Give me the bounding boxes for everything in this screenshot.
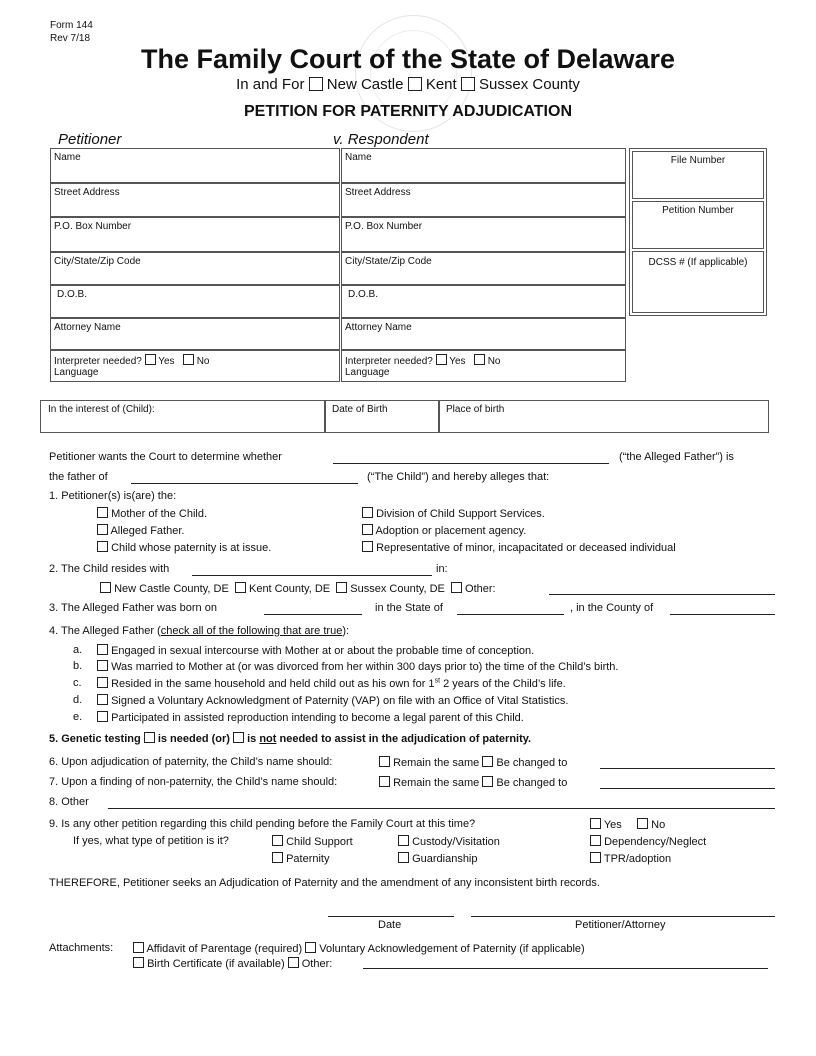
petition-title: PETITION FOR PATERNITY ADJUDICATION [243, 103, 572, 120]
court-title: The Family Court of the State of Delaware [140, 44, 676, 74]
dependency-checkbox[interactable] [590, 835, 601, 846]
sussex-checkbox[interactable] [461, 77, 475, 91]
alleged-father-checkbox[interactable] [97, 524, 108, 535]
item2-options [100, 582, 496, 595]
item4-option [97, 677, 566, 690]
item4d-checkbox[interactable] [97, 694, 108, 705]
respondent-name-field[interactable]: Name [341, 148, 626, 183]
child-resides-with-input[interactable] [192, 575, 432, 576]
birth-certificate-checkbox[interactable] [133, 957, 144, 968]
interpreter-label: Interpreter needed? [345, 356, 433, 367]
name-change-checkbox[interactable] [482, 756, 493, 767]
respondent-pobox-field[interactable]: P.O. Box Number [341, 217, 626, 252]
petitioner-interpreter-no-checkbox[interactable] [183, 354, 194, 365]
other-input[interactable] [108, 808, 775, 809]
item7-text: 7. Upon a finding of non-paternity, the Child’s name should: [49, 776, 338, 788]
item1-option [97, 507, 207, 520]
item3-text-b: in the State of [375, 602, 443, 614]
item4-letter: b. [73, 660, 83, 672]
item1-option-label: Mother of the Child. [111, 508, 208, 520]
item4-letter: e. [73, 711, 83, 723]
testing-needed-checkbox[interactable] [144, 732, 155, 743]
child-support-checkbox[interactable] [272, 835, 283, 846]
item5-text-c: is [247, 733, 257, 745]
pending-yes-checkbox[interactable] [590, 818, 601, 829]
paternity-checkbox[interactable] [272, 852, 283, 863]
petition-type-label: Dependency/Neglect [604, 836, 707, 848]
sussex-county-checkbox[interactable] [336, 582, 347, 593]
mother-checkbox[interactable] [97, 507, 108, 518]
item6-text: 6. Upon adjudication of paternity, the Child’s name should: [49, 756, 333, 768]
attachment-row-2 [133, 957, 332, 970]
item5-text-a: 5. Genetic testing [49, 733, 141, 745]
item4-option-label: Signed a Voluntary Acknowledgment of Paternity (VAP) on file with an Office of Vital Statistics. [111, 695, 569, 707]
petition-type-option [272, 852, 329, 865]
petitioner-dob-field[interactable]: D.O.B. [50, 285, 340, 318]
in-and-for-label: In and For [236, 76, 305, 93]
date-label: Date [378, 919, 402, 931]
respondent-interpreter-no-checkbox[interactable] [474, 354, 485, 365]
petitioner-street-field[interactable]: Street Address [50, 183, 340, 217]
representative-checkbox[interactable] [362, 541, 373, 552]
respondent-label: v. Respondent [333, 131, 429, 148]
item1-heading: 1. Petitioner(s) is(are) the: [49, 490, 177, 502]
item4-option [97, 694, 568, 707]
petition-number-field[interactable]: Petition Number [632, 201, 764, 249]
item2-text-b: in: [436, 563, 448, 575]
item1-option-label: Child whose paternity is at issue. [111, 542, 272, 554]
residence-option-label: Kent County, DE [248, 583, 331, 595]
item9-yes-no [590, 818, 665, 831]
item1-option [97, 524, 184, 537]
item4-option-label: Was married to Mother at (or was divorced from her within 300 days prior to) the time of the Child’s birth. [111, 661, 619, 673]
new-castle-county-checkbox[interactable] [100, 582, 111, 593]
item8-text: 8. Other [49, 796, 89, 808]
date-input[interactable] [328, 916, 454, 917]
form-number: Form 144 [50, 20, 93, 31]
respondent-street-field[interactable]: Street Address [341, 183, 626, 217]
tpr-checkbox[interactable] [590, 852, 601, 863]
petitioner-attorney-field[interactable]: Attorney Name [50, 318, 340, 350]
residence-option-label: Sussex County, DE [350, 583, 445, 595]
item5-text-b: is needed (or) [157, 733, 230, 745]
petitioner-language-field[interactable]: Language [54, 367, 99, 378]
item5-genetic-testing [49, 732, 531, 745]
respondent-interpreter-field [341, 350, 626, 382]
other-county-input[interactable] [549, 594, 775, 595]
remain-label: Remain the same [393, 757, 480, 769]
intro-text-d: (“The Child”) and hereby alleges that: [367, 471, 550, 483]
attachment-row-1 [133, 942, 585, 955]
item4-option-label: Resided in the same household and held child out as his own for 1 [111, 678, 435, 690]
respondent-attorney-field[interactable]: Attorney Name [341, 318, 626, 350]
item4-text-a: 4. The Alleged Father ( [49, 625, 161, 637]
father-dob-input[interactable] [264, 614, 362, 615]
item4-option [97, 711, 524, 724]
pending-no-checkbox[interactable] [637, 818, 648, 829]
county-selector [0, 76, 816, 93]
respondent-city-field[interactable]: City/State/Zip Code [341, 252, 626, 285]
no-label: No [196, 356, 210, 367]
residence-option-label: Other: [465, 583, 496, 595]
child-dob-field[interactable]: Date of Birth [325, 400, 439, 433]
attachments-label: Attachments: [49, 942, 114, 954]
item4-letter: a. [73, 644, 83, 656]
item4-option-label: Participated in assisted reproduction intending to become a legal parent of this Child. [111, 712, 524, 724]
item4c-checkbox[interactable] [97, 677, 108, 688]
child-name-input[interactable] [131, 483, 358, 484]
no-label: No [487, 356, 501, 367]
testing-not-needed-checkbox[interactable] [233, 732, 244, 743]
respondent-language-field[interactable]: Language [345, 367, 390, 378]
dcss-field[interactable]: DCSS # (If applicable) [632, 251, 764, 313]
vap-checkbox[interactable] [305, 942, 316, 953]
form-revision: Rev 7/18 [50, 33, 91, 44]
kent-checkbox[interactable] [408, 77, 422, 91]
item4b-checkbox[interactable] [97, 660, 108, 671]
changed-label: Be changed to [496, 777, 568, 789]
custody-checkbox[interactable] [398, 835, 409, 846]
child-birthplace-field[interactable]: Place of birth [439, 400, 769, 433]
item1-option-label: Adoption or placement agency. [375, 525, 527, 537]
petition-type-label: Guardianship [412, 853, 478, 865]
attachment-label: Other: [301, 958, 333, 970]
interpreter-label: Interpreter needed? [54, 356, 142, 367]
item4-option-label: Engaged in sexual intercourse with Mother at or about the probable time of conception. [111, 645, 535, 657]
child-checkbox[interactable] [97, 541, 108, 552]
item4-letter: d. [73, 694, 83, 706]
petition-type-option [398, 835, 500, 848]
intro-text-b: (“the Alleged Father”) is [619, 451, 734, 463]
other-attachment-checkbox[interactable] [288, 957, 299, 968]
item5-text-d: needed to assist in the adjudication of paternity. [279, 733, 532, 745]
father-state-input[interactable] [457, 614, 564, 615]
respondent-interpreter-yes-checkbox[interactable] [436, 354, 447, 365]
therefore-text: THEREFORE, Petitioner seeks an Adjudication of Paternity and the amendment of any inconsistent birth records. [49, 877, 600, 889]
petition-type-option [272, 835, 353, 848]
item4a-checkbox[interactable] [97, 644, 108, 655]
kent-county-checkbox[interactable] [235, 582, 246, 593]
item4-option [97, 660, 619, 673]
yes-label: Yes [603, 819, 622, 831]
item4e-checkbox[interactable] [97, 711, 108, 722]
item4c-tail: 2 years of the Child’s life. [440, 678, 566, 690]
guardianship-checkbox[interactable] [398, 852, 409, 863]
petitioner-name-field[interactable]: Name [50, 148, 340, 183]
superscript-st: st [434, 677, 441, 685]
nonpaternity-name-input[interactable] [600, 788, 775, 789]
item4-heading [49, 625, 349, 637]
signature-label: Petitioner/Attorney [575, 919, 666, 931]
attachment-label: Voluntary Acknowledgement of Paternity (if applicable) [319, 943, 585, 955]
nonpaternity-change-checkbox[interactable] [482, 776, 493, 787]
new-name-input[interactable] [600, 768, 775, 769]
new-castle-label: New Castle [326, 76, 404, 93]
kent-label: Kent [425, 76, 457, 93]
petition-type-label: Child Support [286, 836, 353, 848]
father-county-input[interactable] [670, 614, 775, 615]
petitioner-label: Petitioner [58, 131, 122, 148]
petitioner-interpreter-field [50, 350, 340, 382]
item4-option [97, 644, 534, 657]
item9-type-text: If yes, what type of petition is it? [73, 835, 229, 847]
petition-type-label: Paternity [286, 853, 330, 865]
other-county-checkbox[interactable] [451, 582, 462, 593]
sussex-label: Sussex County [479, 76, 580, 93]
item6-options [379, 756, 567, 769]
item1-option [362, 524, 526, 537]
petition-type-label: Custody/Visitation [412, 836, 500, 848]
item4-letter: c. [73, 677, 82, 689]
residence-option-label: New Castle County, DE [114, 583, 229, 595]
item3-text-a: 3. The Alleged Father was born on [49, 602, 217, 614]
yes-label: Yes [449, 356, 466, 367]
petition-type-label: TPR/adoption [603, 853, 672, 865]
yes-label: Yes [158, 356, 175, 367]
signature-input[interactable] [471, 916, 775, 917]
item1-option [362, 541, 676, 554]
intro-text-a: Petitioner wants the Court to determine whether [49, 451, 282, 463]
remain-label: Remain the same [393, 777, 480, 789]
other-attachment-input[interactable] [363, 968, 768, 969]
item7-options [379, 776, 567, 789]
dcss-checkbox[interactable] [362, 507, 373, 518]
item5-not: not [259, 733, 277, 745]
petition-type-option [590, 835, 706, 848]
item1-option [362, 507, 545, 520]
alleged-father-input[interactable] [333, 463, 609, 464]
petitioner-interpreter-yes-checkbox[interactable] [145, 354, 156, 365]
petitioner-city-field[interactable]: City/State/Zip Code [50, 252, 340, 285]
changed-label: Be changed to [496, 757, 568, 769]
item1-option [97, 541, 271, 554]
attachment-label: Birth Certificate (if available) [147, 958, 285, 970]
child-name-field[interactable]: In the interest of (Child): [40, 400, 325, 433]
item1-option-label: Division of Child Support Services. [376, 508, 545, 520]
nonpaternity-remain-checkbox[interactable] [379, 776, 390, 787]
no-label: No [651, 819, 666, 831]
item1-option-label: Representative of minor, incapacitated or deceased individual [376, 542, 676, 554]
intro-text-c: the father of [49, 471, 108, 483]
item4-text-b: ): [342, 625, 350, 637]
file-number-field[interactable]: File Number [632, 151, 764, 199]
adoption-agency-checkbox[interactable] [362, 524, 373, 535]
item4-underlined: check all of the following that are true [160, 625, 343, 637]
petition-type-option [590, 852, 671, 865]
name-remain-same-checkbox[interactable] [379, 756, 390, 767]
new-castle-checkbox[interactable] [309, 77, 323, 91]
item1-option-label: Alleged Father. [110, 525, 185, 537]
item3-text-c: , in the County of [570, 602, 654, 614]
attachment-label: Affidavit of Parentage (required) [146, 943, 303, 955]
affidavit-checkbox[interactable] [133, 942, 144, 953]
respondent-dob-field[interactable]: D.O.B. [341, 285, 626, 318]
item9-text: 9. Is any other petition regarding this child pending before the Family Court at this time? [49, 818, 476, 830]
item2-text-a: 2. The Child resides with [49, 563, 170, 575]
petition-type-option [398, 852, 478, 865]
petitioner-pobox-field[interactable]: P.O. Box Number [50, 217, 340, 252]
